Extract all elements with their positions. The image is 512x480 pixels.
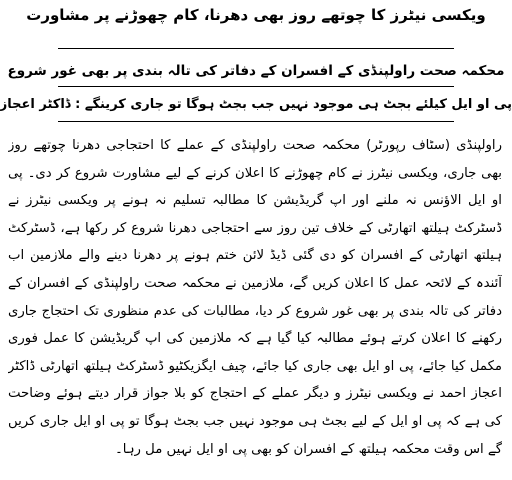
headline-divider (58, 86, 454, 87)
main-headline: ویکسی نیٹرز کا چوتھے روز بھی دھرنا، کام چھوڑنے پر مشاورت (26, 6, 486, 24)
quote-headline: پی او ایل کیلئے بجٹ ہی موجود نہیں جب بجٹ ہوگا تو جاری کرینگے : ڈاکٹر اعجاز (0, 97, 512, 112)
headline-divider (58, 48, 454, 49)
sub-headline: محکمہ صحت راولپنڈی کے افسران کے دفاتر کی تالہ بندی پر بھی غور شروع (7, 63, 505, 79)
article-body: راولپنڈی (سٹاف رپورٹر) محکمہ صحت راولپنڈی کے عملے کا احتجاجی دھرنا چوتھے روز بھی جاری، ویکسی نیٹرز نے کام چھوڑنے کا اعلان کرنے کے لیے مشاورت شروع کر دی۔ پی او ایل الاؤنس نہ ملنے اور اپ گریڈیشن کا مطالبہ تسلیم نہ ہونے پر ویکسی نیٹرز نے ڈسٹرکٹ ہیلتھ اتھارٹی کے خلاف تین روز سے احتجاجی دھرنا شروع کر رکھا ہے، ڈسٹرکٹ ہیلتھ اتھارٹی کے افسران کو دی گئی ڈیڈ لائن ختم ہونے پر دھرنا دینے والے ملازمین اب آئندہ کے لائحہ عمل کا اعلان کریں گے، ملازمین نے محکمہ صحت راولپنڈی کے افسران کے دفاتر کی تالہ بندی پر بھی غور شروع کر دیا، مطالبات کی عدم منظوری تک احتجاج جاری رکھنے کا اعلان کرتے ہوئے مطالبہ کیا گیا ہے کہ ملازمین کی اپ گریڈیشن کا عمل فوری مکمل کیا جائے، پی او ایل بھی جاری کیا جائے، چیف ایگزیکٹیو ڈسٹرکٹ ہیلتھ اتھارٹی ڈاکٹر اعجاز احمد نے ویکسی نیٹرز و دیگر عملے کے احتجاج کو بلا جواز قرار دیتے ہوئے وضاحت کی ہے کہ پی او ایل کے لیے بجٹ ہی موجود نہیں جب بجٹ ہوگا تو پی او ایل جاری کریں گے اس وقت محکمہ ہیلتھ کے افسران کو بھی پی او ایل نہیں مل رہا۔ (8, 138, 502, 457)
headline-divider (58, 121, 454, 122)
